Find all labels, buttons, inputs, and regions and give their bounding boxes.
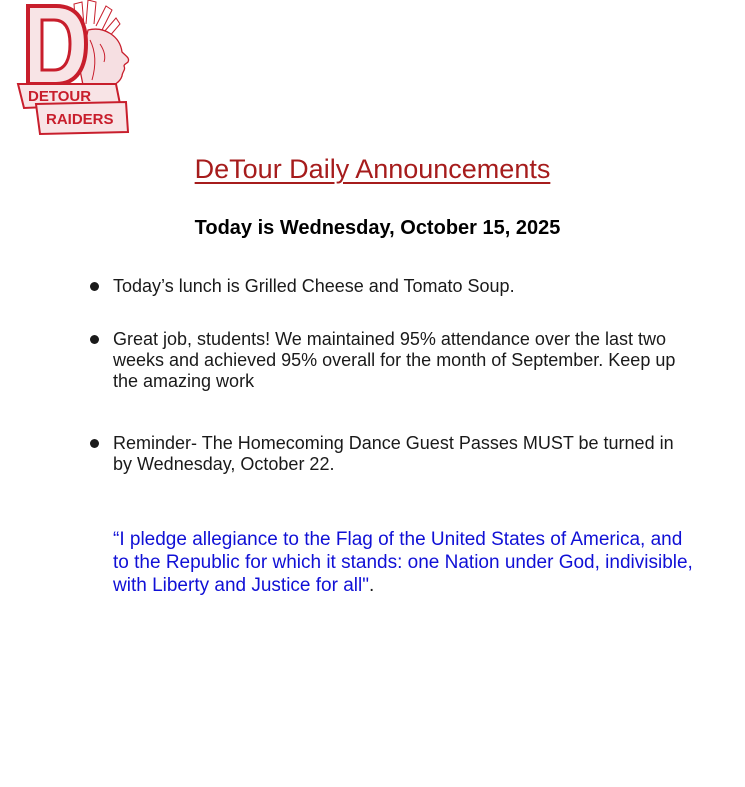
logo-text-raiders: RAIDERS	[46, 111, 114, 128]
announcement-text: Reminder- The Homecoming Dance Guest Passes MUST be turned in by Wednesday, October 22.	[113, 433, 674, 474]
bullet-icon	[90, 282, 99, 291]
logo-graphic	[16, 0, 138, 138]
pledge-text: “I pledge allegiance to the Flag of the United States of America, and to the Republic for which it stands: one Nation under God, indivisible, with Liberty and Justice for all"	[113, 529, 693, 596]
pledge-period: .	[368, 575, 375, 596]
bullet-icon	[90, 439, 99, 448]
bullet-icon	[90, 335, 99, 344]
pledge-of-allegiance	[113, 528, 693, 597]
announcement-text: Great job, students! We maintained 95% attendance over the last two weeks and achieved 95% overall for the month of September. Keep up the amazing work	[113, 329, 676, 391]
announcement-item	[87, 329, 687, 392]
date-line: Today is Wednesday, October 15, 2025	[194, 217, 561, 239]
announcement-text: Today’s lunch is Grilled Cheese and Tomato Soup.	[113, 276, 515, 296]
announcement-list	[87, 276, 687, 475]
detour-raiders-logo	[16, 0, 138, 138]
announcement-item	[87, 433, 687, 475]
logo-text-detour: DETOUR	[28, 88, 92, 105]
page-title: DeTour Daily Announcements	[194, 154, 551, 184]
announcement-item	[87, 276, 687, 297]
